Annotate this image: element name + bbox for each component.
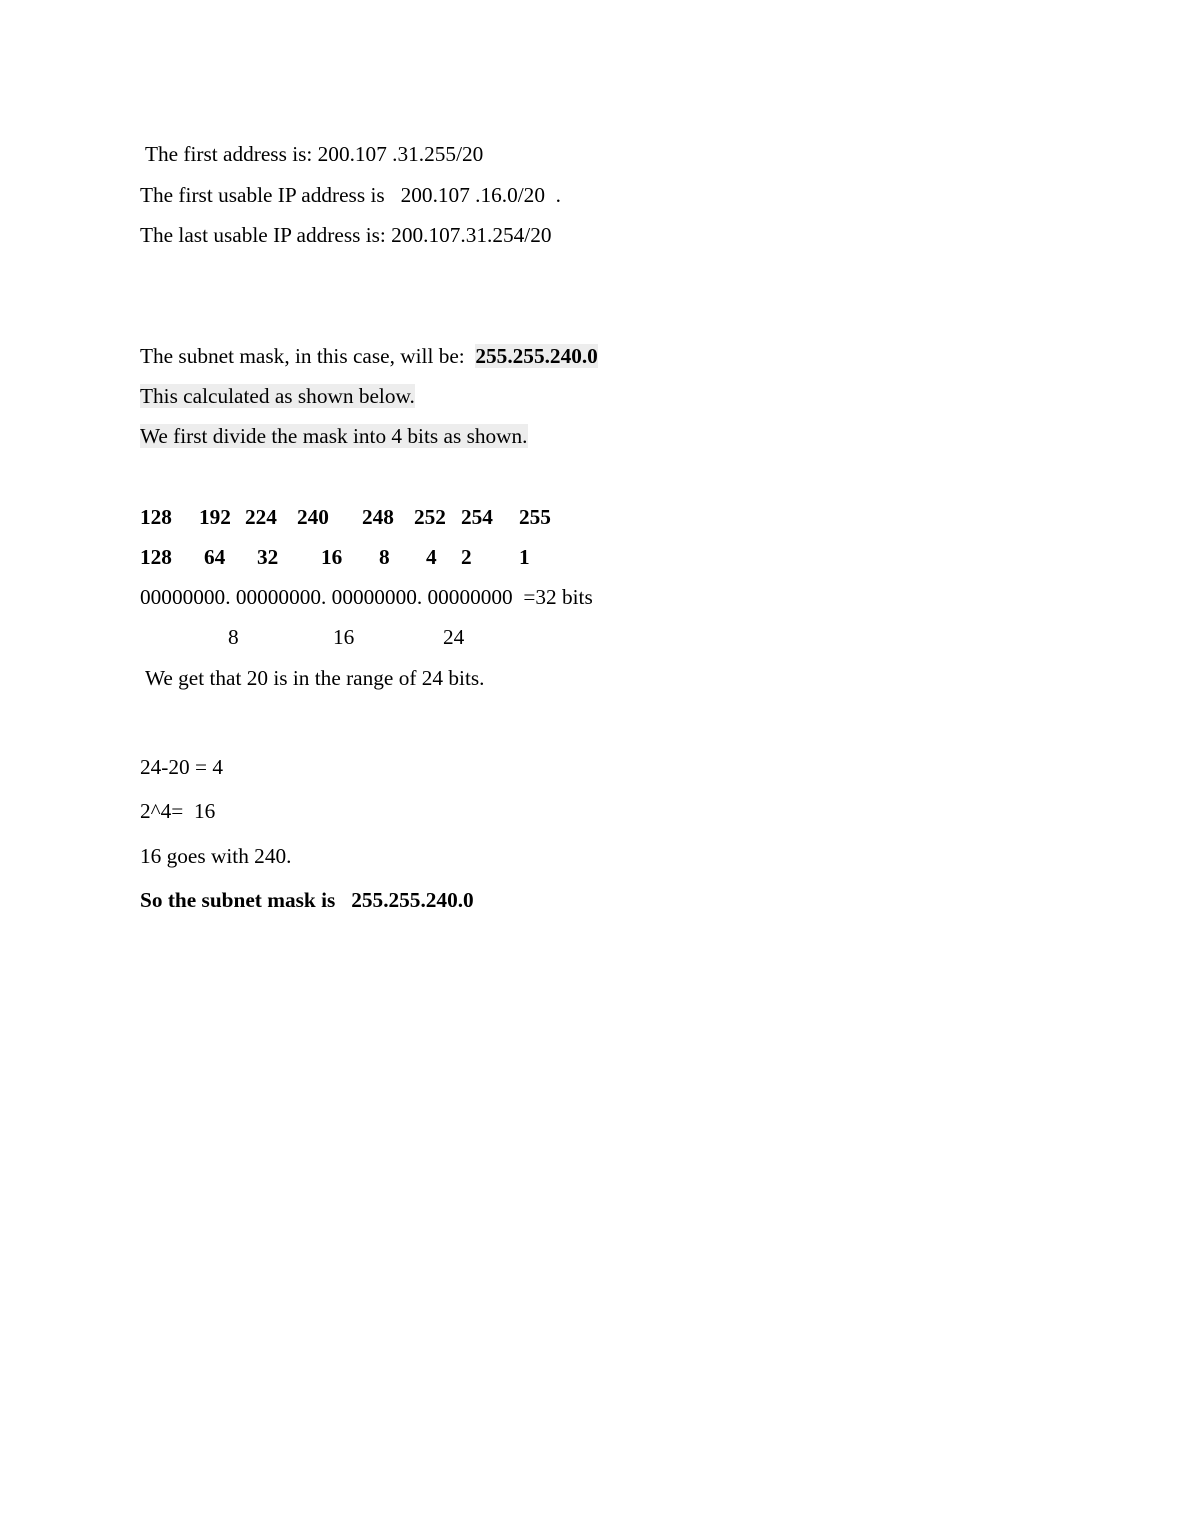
mask-value: 224 xyxy=(245,505,277,529)
bit-value: 128 xyxy=(140,545,172,569)
subnet-mask-line xyxy=(140,343,598,369)
mask-value: 255 xyxy=(519,505,551,529)
bit-value: 1 xyxy=(519,545,530,569)
bit-marker: 8 xyxy=(228,625,239,649)
bit-value: 16 xyxy=(321,545,343,569)
bit-value: 32 xyxy=(257,545,279,569)
mask-value: 128 xyxy=(140,505,172,529)
mask-value: 248 xyxy=(362,505,394,529)
calculation-line: 24-20 = 4 xyxy=(140,755,223,779)
bit-value: 64 xyxy=(204,545,226,569)
divide-note-text: We first divide the mask into 4 bits as shown. xyxy=(140,424,528,448)
subnet-mask-value: 255.255.240.0 xyxy=(475,344,598,368)
mask-value: 240 xyxy=(297,505,329,529)
last-usable-address-line: The last usable IP address is: 200.107.31.254/20 xyxy=(140,223,552,247)
calculated-note-text: This calculated as shown below. xyxy=(140,384,415,408)
bit-value: 4 xyxy=(426,545,437,569)
mask-value: 254 xyxy=(461,505,493,529)
first-usable-address-line: The first usable IP address is 200.107 .16.0/20 . xyxy=(140,183,561,207)
first-address-line: The first address is: 200.107 .31.255/20 xyxy=(140,142,484,166)
subnet-mask-label: The subnet mask, in this case, will be: xyxy=(140,344,476,368)
binary-bits-line: 00000000. 00000000. 00000000. 00000000 =32 bits xyxy=(140,585,593,609)
mask-value: 192 xyxy=(199,505,231,529)
calculation-line: 2^4= 16 xyxy=(140,799,216,823)
calculated-note-line xyxy=(140,383,415,409)
bit-marker: 16 xyxy=(333,625,355,649)
conclusion-line: So the subnet mask is 255.255.240.0 xyxy=(140,888,474,912)
range-note-line: We get that 20 is in the range of 24 bits. xyxy=(140,666,485,690)
bit-value: 8 xyxy=(379,545,390,569)
calculation-line: 16 goes with 240. xyxy=(140,844,292,868)
divide-note-line xyxy=(140,423,528,449)
bit-marker: 24 xyxy=(443,625,465,649)
bit-value: 2 xyxy=(461,545,472,569)
mask-value: 252 xyxy=(414,505,446,529)
